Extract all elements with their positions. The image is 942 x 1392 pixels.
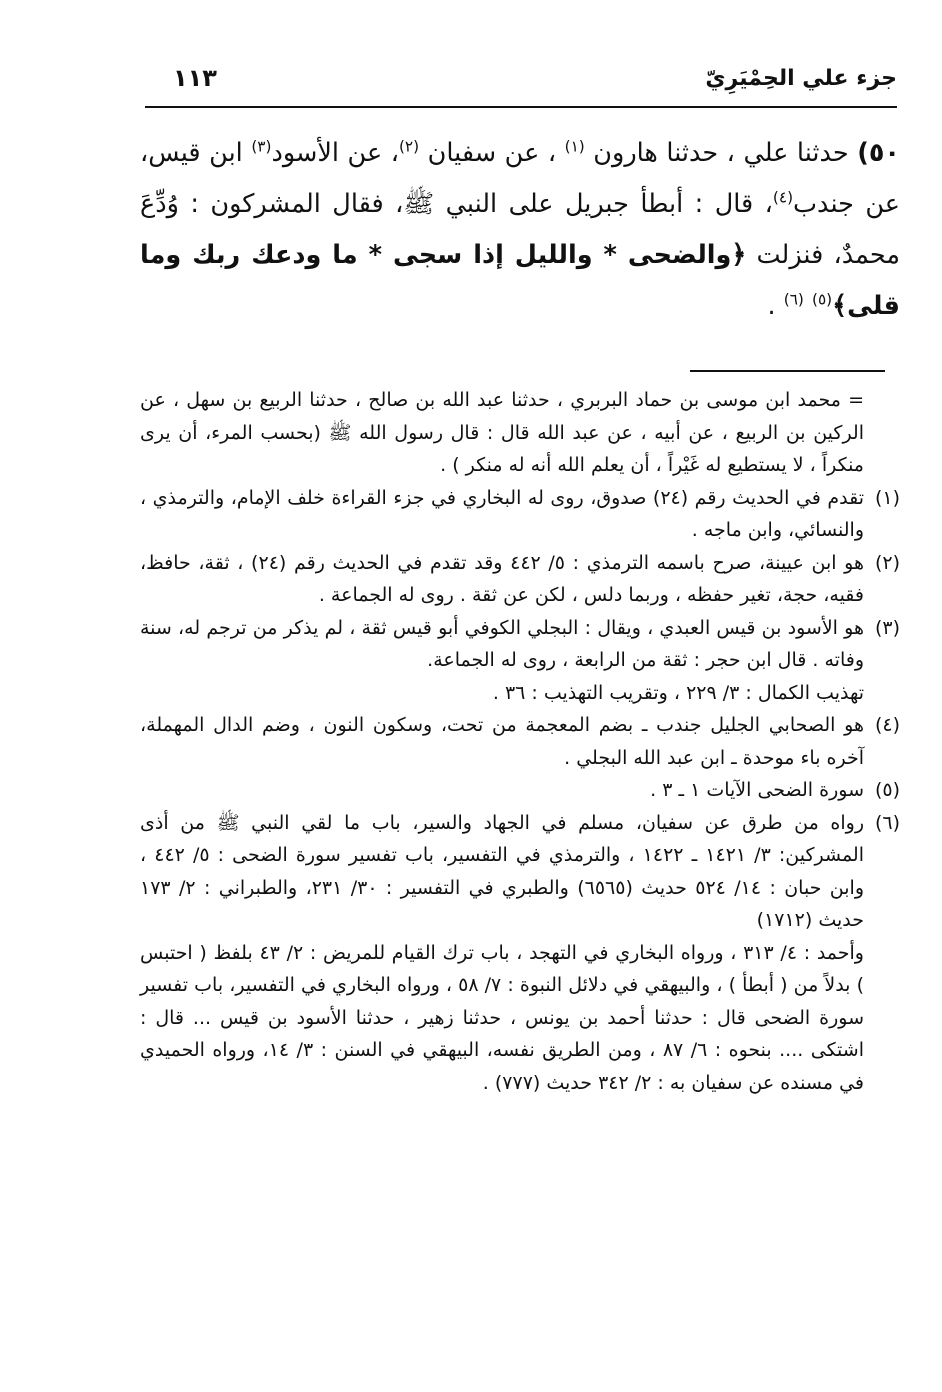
footnote-number: (٥)	[874, 779, 900, 801]
footnote-marker: (٢)	[398, 137, 420, 156]
footnote-1	[140, 482, 900, 547]
hadith-segment: ، قال : أبطأ جبريل على النبي ﷺ، فقال المشركون : وُدِّعَ محمدٌ، فنزلت	[140, 189, 900, 270]
footnotes	[140, 384, 900, 1099]
footnote-3	[140, 612, 900, 677]
quran-verse: ﴿والضحى * والليل إذا سجى * ما ودعك ربك وما قلى﴾	[140, 240, 900, 321]
footnote-4	[140, 709, 900, 774]
footnote-text: رواه من طرق عن سفيان، مسلم في الجهاد والسير، باب ما لقي النبي ﷺ من أذى المشركين: ٣/ ١٤٢١ ـ ١٤٢٢ ، والترمذي في التفسير، باب تفسير سورة الضحى : ٥/ ٤٤٢ ، وابن حبان : ١٤/ ٥٢٤ حديث (٦٥٦٥) والطبري في التفسير : ٣٠/ ٢٣١، والطبراني : ٢/ ١٧٣ حديث (١٧١٢)	[140, 811, 865, 931]
footnote-3-reference: تهذيب الكمال : ٣/ ٢٢٩ ، وتقريب التهذيب : ٣٦ .	[492, 681, 864, 704]
footnote-separator	[690, 370, 885, 372]
footnote-2	[140, 547, 900, 612]
footnote-number: (٤)	[874, 714, 900, 736]
page-number: ١١٣	[173, 64, 217, 92]
header-rule	[145, 106, 897, 108]
footnote-marker: (٣)	[251, 137, 272, 156]
page-header	[145, 60, 897, 102]
footnote-text: هو الصحابي الجليل جندب ـ بضم المعجمة من تحت، وسكون النون ، وضم الدال المهملة، آخره باء موحدة ـ ابن عبد الله البجلي .	[140, 714, 864, 769]
footnote-marker: (٤)	[772, 188, 794, 207]
footnote-marker: (٦)	[783, 290, 804, 309]
hadith-segment: حدثنا علي ، حدثنا هارون	[584, 138, 849, 168]
footnote-marker: (١)	[564, 137, 585, 156]
footnote-number: (٢)	[874, 551, 900, 574]
footnote-carryover: = محمد ابن موسى بن حماد البربري ، حدثنا عبد الله بن صالح ، حدثنا الربيع بن سهل ، عن الركين بن الربيع ، عن أبيه ، عن عبد الله قال : قال رسول الله ﷺ (بحسب المرء، أن يرى منكراً ، لا يستطيع له غَيْراً ، أن يعلم الله أنه له منكر ) .	[140, 389, 864, 476]
hadith-segment: ، عن الأسود	[271, 138, 399, 168]
hadith-end: .	[767, 291, 784, 321]
footnote-text: هو ابن عيينة، صرح باسمه الترمذي : ٥/ ٤٤٢ وقد تقدم في الحديث رقم (٢٤) ، ثقة، حافظ، فقيه، حجة، تغير حفظه ، وربما دلس ، لكن عن ثقة . روى له الجماعة .	[140, 551, 864, 606]
running-title: جزء علي الحِمْيَرِيّ	[705, 66, 897, 91]
footnote-text: سورة الضحى الآيات ١ ـ ٣ .	[650, 779, 864, 801]
hadith-number: ٥٠)	[857, 138, 900, 168]
hadith-segment: ، عن سفيان	[419, 138, 565, 168]
footnote-6	[140, 807, 900, 937]
footnote-6-continuation: وأحمد : ٤/ ٣١٣ ، ورواه البخاري في التهجد ، باب ترك القيام للمريض : ٢/ ٤٣ بلفظ ( احتبس ) بدلاً من ( أبطأ ) ، والبيهقي في دلائل النبوة : ٧/ ٥٨ ، ورواه البخاري في التفسير، باب تفسير سورة الضحى قال : حدثنا أحمد بن يونس ، حدثنا زهير ، حدثنا الأسود بن قيس ... قال : اشتكى .... بنحوه : ٦/ ٨٧ ، ومن الطريق نفسه، البيهقي في السنن : ٣/ ١٤، ورواه الحميدي في مسنده عن سفيان به : ٢/ ٣٤٢ حديث (٧٧٧) .	[140, 941, 864, 1094]
footnote-number: (٦)	[874, 811, 900, 834]
footnote-text: تقدم في الحديث رقم (٢٤) صدوق، روى له البخاري في جزء القراءة خلف الإمام، والترمذي ، والنسائي، وابن ماجه .	[140, 486, 865, 541]
footnote-text: هو الأسود بن قيس العبدي ، ويقال : البجلي الكوفي أبو قيس ثقة ، لم يذكر من ترجم له، سنة وفاته . قال ابن حجر : ثقة من الرابعة ، روى له الجماعة.	[140, 616, 864, 671]
hadith-segment: ابن قيس، عن جندب	[140, 138, 900, 219]
footnote-number: (٣)	[874, 616, 900, 639]
footnote-marker: (٥)	[811, 290, 833, 309]
footnote-number: (١)	[874, 486, 901, 509]
footnote-5	[140, 774, 900, 807]
hadith-text	[140, 128, 900, 332]
